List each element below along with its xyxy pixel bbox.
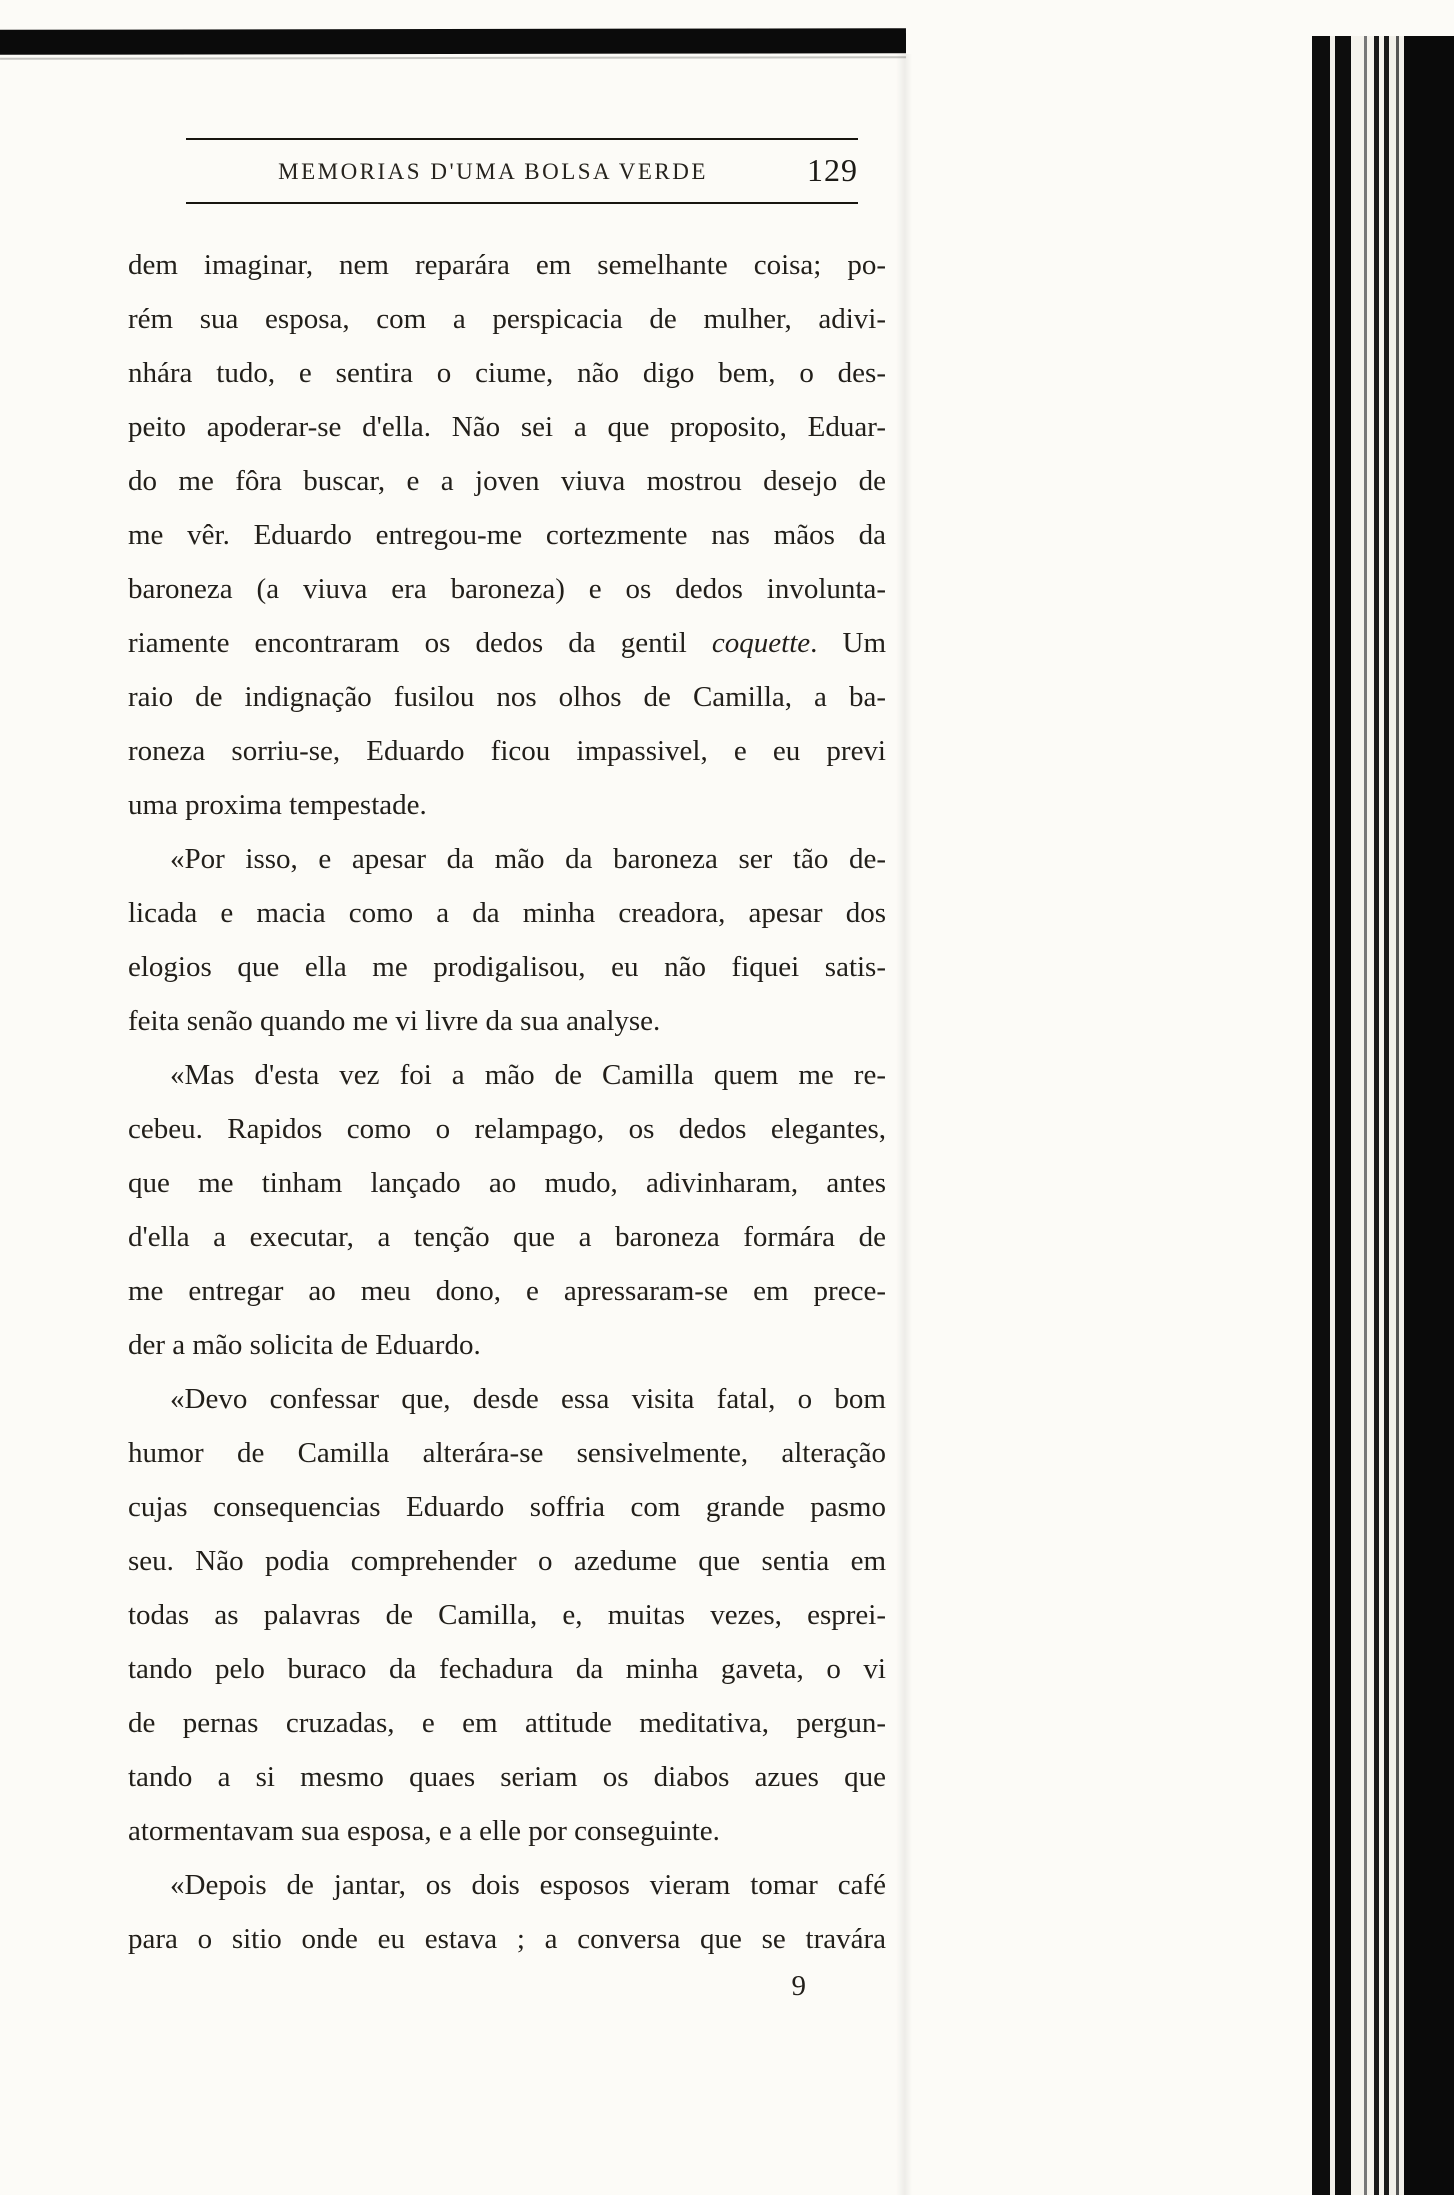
text-segment: «Por isso, e apesar da mão da baroneza ser tão de- bbox=[170, 843, 886, 875]
page-content bbox=[128, 138, 886, 2003]
text-segment: me entregar ao meu dono, e apressaram-se em prece- bbox=[128, 1275, 886, 1307]
paragraph bbox=[128, 238, 886, 832]
text-segment: cebeu. Rapidos como o relampago, os dedos elegantes, bbox=[128, 1113, 886, 1145]
text-segment: «Depois de jantar, os dois esposos vieram tomar café bbox=[170, 1869, 886, 1901]
scan-artifact-top-bar bbox=[0, 28, 906, 55]
text-line bbox=[128, 994, 886, 1048]
text-line bbox=[128, 616, 886, 670]
paragraph bbox=[128, 832, 886, 1048]
text-line bbox=[128, 1588, 886, 1642]
text-line bbox=[128, 562, 886, 616]
text-line bbox=[128, 1912, 886, 1966]
text-segment: do me fôra buscar, e a joven viuva mostrou desejo de bbox=[128, 465, 886, 497]
text-line bbox=[128, 1804, 886, 1858]
text-line bbox=[128, 1210, 886, 1264]
text-line bbox=[128, 670, 886, 724]
paragraph bbox=[128, 1858, 886, 1966]
text-line bbox=[128, 1480, 886, 1534]
text-line bbox=[128, 1102, 886, 1156]
text-segment: d'ella a executar, a tenção que a baroneza formára de bbox=[128, 1221, 886, 1253]
running-title: MEMORIAS D'UMA BOLSA VERDE bbox=[278, 159, 708, 184]
scan-artifact-book-edge-stripes bbox=[1306, 36, 1454, 2195]
signature-mark: 9 bbox=[791, 1970, 806, 2002]
text-segment: dem imaginar, nem reparára em semelhante coisa; po- bbox=[128, 249, 886, 281]
text-line bbox=[128, 1750, 886, 1804]
text-line bbox=[128, 292, 886, 346]
text-line bbox=[128, 508, 886, 562]
header-rule-top bbox=[186, 138, 858, 140]
text-segment: raio de indignação fusilou nos olhos de Camilla, a ba- bbox=[128, 681, 886, 713]
text-segment: roneza sorriu-se, Eduardo ficou impassivel, e eu previ bbox=[128, 735, 886, 767]
text-block bbox=[128, 238, 886, 1966]
text-segment: «Mas d'esta vez foi a mão de Camilla quem me re- bbox=[170, 1059, 886, 1091]
text-segment: uma proxima tempestade. bbox=[128, 789, 427, 821]
text-segment: atormentavam sua esposa, e a elle por conseguinte. bbox=[128, 1815, 720, 1847]
text-line bbox=[128, 940, 886, 994]
text-segment: de pernas cruzadas, e em attitude meditativa, pergun- bbox=[128, 1707, 886, 1739]
header-rule-bottom bbox=[186, 202, 858, 204]
text-segment: me vêr. Eduardo entregou-me cortezmente nas mãos da bbox=[128, 519, 886, 551]
text-segment: cujas consequencias Eduardo soffria com grande pasmo bbox=[128, 1491, 886, 1523]
text-segment: todas as palavras de Camilla, e, muitas vezes, esprei- bbox=[128, 1599, 886, 1631]
text-line bbox=[128, 346, 886, 400]
text-line bbox=[128, 454, 886, 508]
text-segment: humor de Camilla alterára-se sensivelmente, alteração bbox=[128, 1437, 886, 1469]
text-segment: peito apoderar-se d'ella. Não sei a que proposito, Eduar- bbox=[128, 411, 886, 443]
text-segment: der a mão solicita de Eduardo. bbox=[128, 1329, 481, 1361]
text-line bbox=[128, 1318, 886, 1372]
page-header bbox=[186, 138, 858, 204]
text-line bbox=[128, 1156, 886, 1210]
text-line bbox=[128, 1426, 886, 1480]
text-line bbox=[128, 778, 886, 832]
text-segment: seu. Não podia comprehender o azedume que sentia em bbox=[128, 1545, 886, 1577]
text-segment: nhára tudo, e sentira o ciume, não digo bem, o des- bbox=[128, 357, 886, 389]
text-segment: rém sua esposa, com a perspicacia de mulher, adivi- bbox=[128, 303, 886, 335]
text-line bbox=[128, 400, 886, 454]
text-segment: licada e macia como a da minha creadora, apesar dos bbox=[128, 897, 886, 929]
text-segment: tando a si mesmo quaes seriam os diabos azues que bbox=[128, 1761, 886, 1793]
text-line bbox=[128, 1048, 886, 1102]
text-segment: que me tinham lançado ao mudo, adivinharam, antes bbox=[128, 1167, 886, 1199]
scan-artifact-gutter-shadow bbox=[896, 54, 912, 2195]
text-segment: elogios que ella me prodigalisou, eu não fiquei satis- bbox=[128, 951, 886, 983]
text-line bbox=[128, 724, 886, 778]
paragraph bbox=[128, 1048, 886, 1372]
paragraph bbox=[128, 1372, 886, 1858]
text-segment: «Devo confessar que, desde essa visita fatal, o bom bbox=[170, 1383, 886, 1415]
text-line bbox=[128, 1642, 886, 1696]
text-segment: para o sitio onde eu estava ; a conversa que se travára bbox=[128, 1923, 886, 1955]
text-segment: . Um bbox=[810, 627, 887, 659]
text-line bbox=[128, 1534, 886, 1588]
text-line bbox=[128, 1372, 886, 1426]
text-segment: tando pelo buraco da fechadura da minha gaveta, o vi bbox=[128, 1653, 886, 1685]
text-line bbox=[128, 1264, 886, 1318]
text-segment: coquette bbox=[711, 627, 811, 659]
text-line bbox=[128, 1696, 886, 1750]
text-line bbox=[128, 832, 886, 886]
text-line bbox=[128, 1858, 886, 1912]
text-line bbox=[128, 886, 886, 940]
header-row bbox=[186, 150, 858, 194]
text-line bbox=[128, 238, 886, 292]
text-segment: feita senão quando me vi livre da sua analyse. bbox=[128, 1005, 661, 1037]
text-segment: baroneza (a viuva era baroneza) e os dedos involunta- bbox=[128, 573, 886, 605]
text-segment: riamente encontraram os dedos da gentil bbox=[128, 627, 712, 659]
page-number: 129 bbox=[807, 152, 858, 188]
